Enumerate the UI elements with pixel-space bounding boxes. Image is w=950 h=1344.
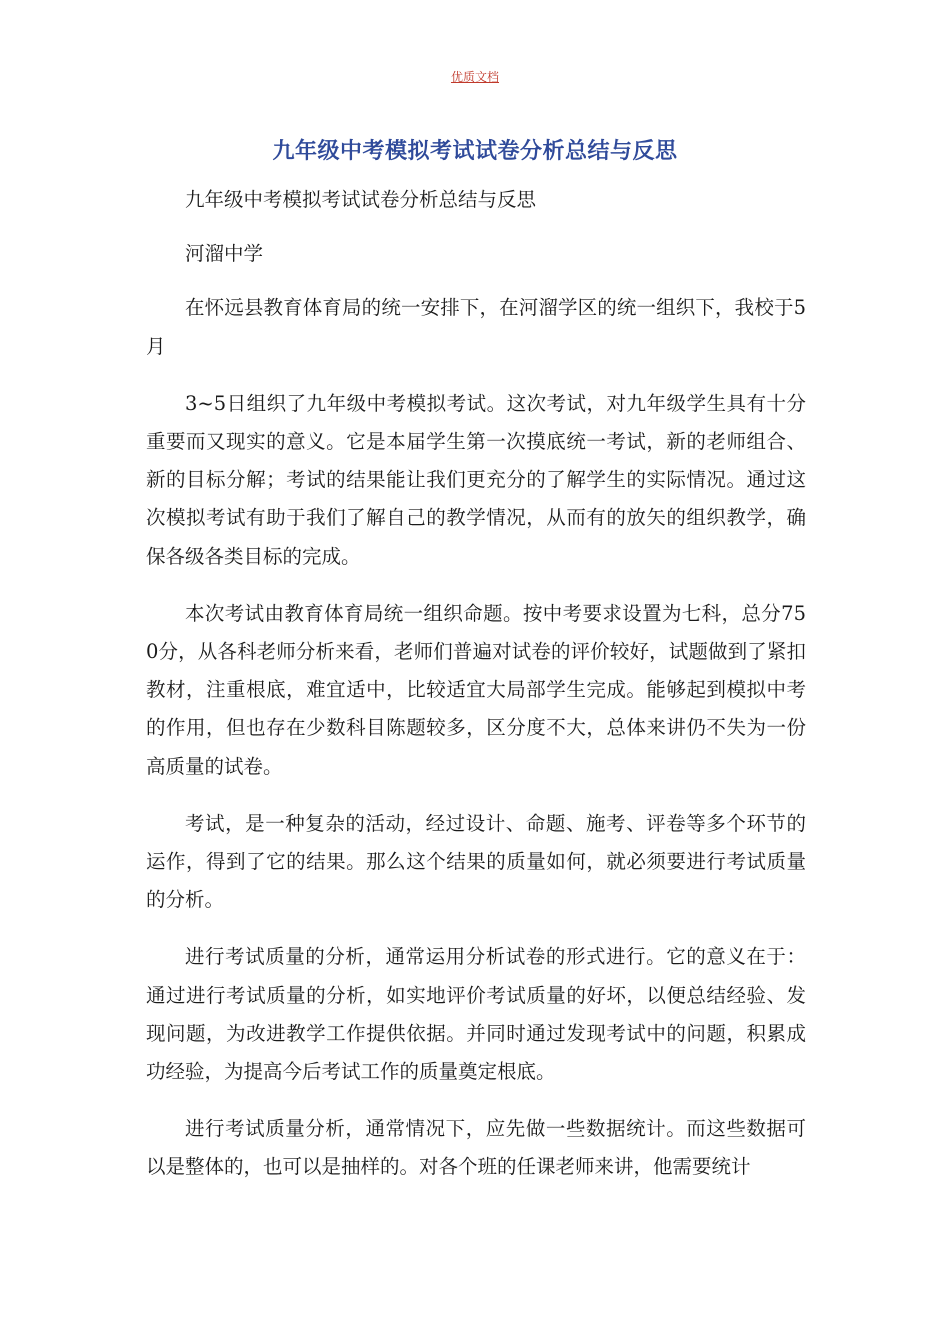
paragraph-exam-meaning: 3~5日组织了九年级中考模拟考试。这次考试，对九年级学生具有十分重要而又现实的意义。它是本届学生第一次摸底统一考试，新的老师组合、新的目标分解；考试的结果能让我们更充分的了解学生的实际情况。通过这次模拟考试有助于我们了解自己的教学情况，从而有的放矢的组织教学，确保各级各类目标的完成。 [146,391,806,568]
header-watermark: 优质文档 [450,70,499,84]
paragraph-exam-setup: 本次考试由教育体育局统一组织命题。按中考要求设置为七科，总分750分，从各科老师分析来看，老师们普遍对试卷的评价较好，试题做到了紧扣教材，注重根底，难宜适中，比较适宜大局部学生完成。能够起到模拟中考的作用，但也存在少数科目陈题较多，区分度不大，总体来讲仍不失为一份高质量的试卷。 [146,601,806,778]
paragraph-exam-process: 考试，是一种复杂的活动，经过设计、命题、施考、评卷等多个环节的运作，得到了它的结果。那么这个结果的质量如何，就必须要进行考试质量的分析。 [146,811,806,912]
paragraph-data-statistics: 进行考试质量分析，通常情况下，应先做一些数据统计。而这些数据可以是整体的，也可以是抽样的。对各个班的任课老师来讲，他需要统计 [146,1117,806,1179]
paragraph-school: 河溜中学 [185,242,264,266]
paragraph-analysis-purpose: 进行考试质量的分析，通常运用分析试卷的形式进行。它的意义在于：通过进行考试质量的分析，如实地评价考试质量的好坏，以便总结经验、发现问题，为改进教学工作提供依据。并同时通过发现考试中的问题，积累成功经验，为提高今后考试工作的质量奠定根底。 [146,945,806,1084]
paragraph-intro: 在怀远县教育体育局的统一安排下，在河溜学区的统一组织下，我校于5月 [146,296,806,358]
paragraph-subtitle: 九年级中考模拟考试试卷分析总结与反思 [185,188,537,211]
document-body [146,181,806,1206]
document-title: 九年级中考模拟考试试卷分析总结与反思 [272,139,678,164]
